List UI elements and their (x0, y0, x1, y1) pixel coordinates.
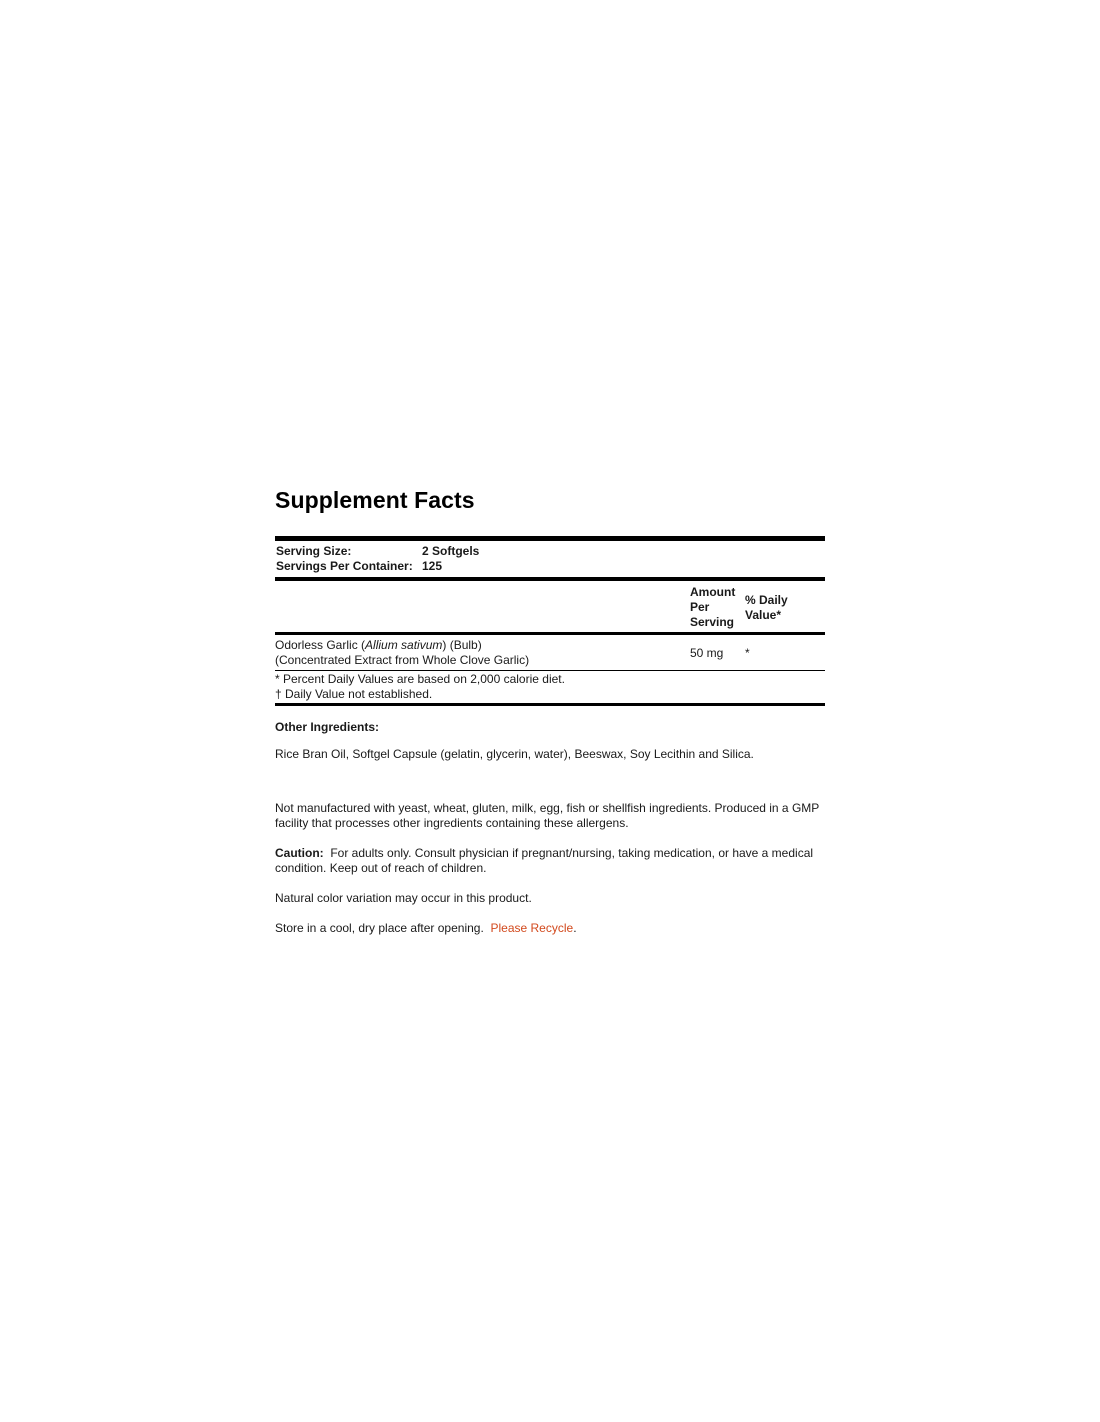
supplement-facts-table (275, 536, 825, 706)
other-ingredients-text: Rice Bran Oil, Softgel Capsule (gelatin, glycerin, water), Beeswax, Soy Lecithin and Silica. (275, 747, 754, 761)
storage-instructions: Store in a cool, dry place after opening. Please Recycle. (275, 921, 577, 935)
storage-text: Store in a cool, dry place after opening. (275, 921, 484, 935)
dv-not-established-footnote: † Daily Value not established. (275, 687, 433, 701)
amount-header-line: Serving (690, 615, 735, 629)
supplement-label (275, 484, 825, 936)
caution-text: For adults only. Consult physician if pregnant/nursing, taking medication, or have a medical condition. Keep out of reach of children. (275, 846, 814, 875)
serving-size-value: 2 Softgels (422, 544, 480, 558)
serving-info (275, 541, 825, 581)
color-variation-note: Natural color variation may occur in this product. (275, 891, 532, 905)
page-title: Supplement Facts (275, 487, 475, 513)
ingredient-amount: 50 mg (690, 645, 724, 660)
amount-header-line: Per (690, 600, 710, 614)
daily-value-header: % Daily Value* (745, 592, 788, 622)
footnotes (275, 671, 825, 706)
amount-header-line: Amount (690, 585, 736, 599)
ingredient-description: (Concentrated Extract from Whole Clove Garlic) (275, 653, 530, 667)
caution-statement (275, 846, 825, 876)
serving-size-row (275, 544, 825, 559)
allergen-statement: Not manufactured with yeast, wheat, gluten, milk, egg, fish or shellfish ingredients. Produced in a GMP facility that processes other ingredients containing these allergens. (275, 801, 820, 830)
ingredient-daily-value: * (745, 645, 750, 660)
percent-dv-footnote: * Percent Daily Values are based on 2,000 calorie diet. (275, 672, 565, 686)
column-headers (275, 581, 825, 635)
recycle-text: Please Recycle (490, 921, 574, 935)
caution-label: Caution: (275, 846, 324, 860)
ingredient-name (275, 638, 690, 668)
ingredient-name-prefix: Odorless Garlic ( (275, 638, 366, 652)
serving-size-label: Serving Size: (276, 544, 352, 558)
servings-per-container-row (275, 559, 825, 574)
servings-per-container-value: 125 (422, 559, 443, 573)
servings-per-container-label: Servings Per Container: (276, 559, 413, 573)
other-ingredients-heading: Other Ingredients: (275, 720, 380, 734)
ingredient-name-suffix: ) (Bulb) (442, 638, 482, 652)
amount-per-serving-header (690, 585, 745, 630)
ingredient-name-line (275, 638, 690, 653)
table-row (275, 635, 825, 671)
ingredient-botanical-name: Allium sativum (365, 638, 443, 652)
